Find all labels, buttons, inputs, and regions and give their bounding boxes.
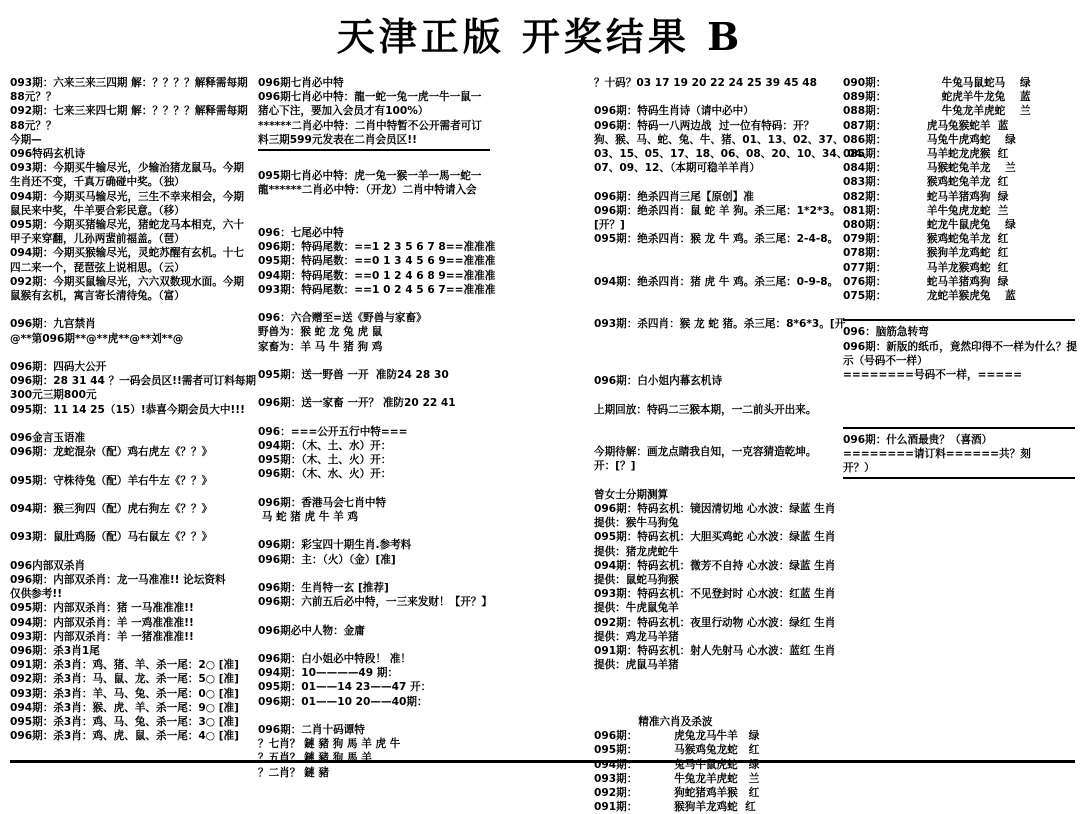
text-line: 096期：特码一八两边战 过一位有特码：开？ xyxy=(594,119,815,132)
text-line: 096期：龙蛇混杂（配）鸡右虎左《？？》 xyxy=(10,446,213,459)
text-line: 092期：特码玄机：夜里行动物 心水波：绿红 生肖 xyxy=(594,616,836,629)
text-line xyxy=(594,360,829,374)
text-line: 094期：特码玄机：微芳不自持 心水波：绿蓝 生肖 xyxy=(594,559,836,572)
text-line: 096期：什么酒最贵？（喜酒） xyxy=(843,433,993,446)
text-line xyxy=(594,417,829,431)
text-line: 提供：鼠蛇马狗猴 xyxy=(594,573,679,586)
text-line xyxy=(594,346,829,360)
text-line: 096期：28 31 44 ？一码会员区!!需者可订料每期 xyxy=(10,375,256,388)
text-line: 096期：香港马会七肖中特 xyxy=(258,496,387,509)
text-line: 094期：杀3肖：猴、虎、羊、杀一尾：9○ [准] xyxy=(10,701,239,714)
text-line: 088期： 牛兔龙羊虎蛇 兰 xyxy=(843,105,1031,118)
text-line: 095期：杀3肖：鸡、马、兔、杀一尾：3○ [准] xyxy=(10,716,239,729)
text-line: 095期：01——14 23——47 开： xyxy=(258,681,432,694)
text-line: 料三期599元发表在二肖会员区!! xyxy=(258,133,417,146)
text-line: 提供：牛虎鼠兔羊 xyxy=(594,602,679,615)
text-line xyxy=(10,346,242,360)
column-2 xyxy=(258,76,496,779)
text-line: ========号码不一样，===== xyxy=(843,369,1022,382)
text-line: 091期：特码玄机：射人先射马 心水波：蓝红 生肖 xyxy=(594,644,836,657)
text-line xyxy=(594,332,829,346)
text-line: ========请订料======共？刻 xyxy=(843,448,1031,461)
text-line: 095期： 马猴鸡兔龙蛇 红 xyxy=(594,744,760,757)
text-line xyxy=(258,609,490,623)
column-1 xyxy=(10,76,256,752)
text-line: 狗、猴、马、蛇、兔、牛、猪、01、13、02、37、 xyxy=(594,133,844,146)
text-line xyxy=(10,488,242,502)
text-line: 079期： 猴鸡蛇兔羊龙 红 xyxy=(843,233,1009,246)
text-line: 096期：送一家畜 一开？ 准防20 22 41 xyxy=(258,397,456,410)
text-line: 今期— xyxy=(10,133,42,146)
text-line xyxy=(594,701,829,715)
text-line: 081期： 羊牛兔虎龙蛇 兰 xyxy=(843,204,1009,217)
text-line: 野兽为：猴 蛇 龙 兔 虎 鼠 xyxy=(258,326,383,339)
text-line: 096期七肖必中特：龍一蛇一兔一虎一牛一鼠一 xyxy=(258,91,482,104)
text-line: 提供：猴牛马狗兔 xyxy=(594,517,679,530)
text-line: 093期：杀四肖：猴 龙 蛇 猪。杀三尾：8*6*3。[开 xyxy=(594,318,846,331)
text-line xyxy=(843,303,1075,317)
column-3 xyxy=(594,76,873,814)
text-line xyxy=(594,388,829,402)
text-line: 鼠猴有玄机，寓言寄长清待兔。（富） xyxy=(10,290,185,303)
text-line: @**第096期**@**虎**@**刘**@ xyxy=(10,332,184,345)
text-line: 提供：虎鼠马羊猪 xyxy=(594,659,679,672)
text-line: 096期：二肖十码谭特 xyxy=(258,723,365,736)
text-line xyxy=(843,382,1075,396)
text-line: 093期：特码玄机：不见登封时 心水波：红蓝 生肖 xyxy=(594,588,836,601)
text-line: 300元三期800元 xyxy=(10,389,97,402)
text-line: 093期：六来三来三四期 解：？？？？解释需每期 xyxy=(10,77,248,89)
text-line: 094期：10————49 期： xyxy=(258,667,399,680)
text-line: 猪心下注，要加入会员才有100%） xyxy=(258,105,429,118)
text-line: 096期：特码玄机：镜因清切地 心水波：绿蓝 生肖 xyxy=(594,502,836,515)
text-line: 093期：内部双杀肖：羊 一猪准准准!! xyxy=(10,630,194,643)
text-line: 鼠民来中奖，牛羊要合彩民意。（移） xyxy=(10,204,185,217)
text-line: 075期： 龙蛇羊猴虎兔 蓝 xyxy=(843,290,1016,303)
text-line: 096期：绝杀四肖：鼠 蛇 羊 狗。杀三尾：1*2*3。 xyxy=(594,204,841,217)
text-line xyxy=(594,687,829,701)
text-line: 生肖还不变，千真万确碰中奖。（独） xyxy=(10,176,185,189)
text-line xyxy=(594,175,829,189)
text-line: 096内部双杀肖 xyxy=(10,559,86,572)
text-line xyxy=(594,672,829,686)
text-line: 096期：四码大公开 xyxy=(10,361,107,374)
text-line: 096期： 虎兔龙马牛羊 绿 xyxy=(594,730,760,743)
text-line xyxy=(594,474,829,488)
text-line xyxy=(258,411,490,425)
text-line: 096期：（木、水、火）开： xyxy=(258,468,392,481)
text-line: 095期：特码尾数：==0 1 3 4 5 6 9==准准准 xyxy=(258,255,496,268)
text-line: 095期：今期买猪输尽光，猪蛇龙马本相克，六十 xyxy=(10,219,244,232)
text-line: 093期：鼠肚鸡肠（配）马右鼠左《？？》 xyxy=(10,531,213,544)
text-line xyxy=(258,212,490,226)
text-line: 曾女士分期测算 xyxy=(594,488,669,501)
text-line: 095期七肖必中特：虎一兔一猴一羊一馬一蛇一 xyxy=(258,170,482,183)
text-line: ？五肖？ 鏈 豬 狗 馬 羊 xyxy=(258,752,372,765)
text-line: 示（号码不一样） xyxy=(843,354,928,367)
text-line: 上期回放：特码二三猴本期，一二前头开出来。 xyxy=(594,403,817,416)
text-line: 四二来一个，琵琶弦上说相思。（云） xyxy=(10,261,185,274)
column-4 xyxy=(843,76,1075,752)
text-line: 甲子来穿翻，儿孙两蜚前福盖。（琶） xyxy=(10,233,185,246)
text-line xyxy=(258,297,490,311)
text-line: 091期：杀3肖：鸡、猪、羊、杀一尾：2○ [准] xyxy=(10,659,239,672)
text-line: 096：七尾必中特 xyxy=(258,226,344,239)
text-line xyxy=(594,246,829,260)
text-line: 仅供参考!! xyxy=(10,588,63,601)
text-line: 095期：（木、土、火）开： xyxy=(258,454,392,467)
text-line: 095期：守株待兔（配）羊右牛左《？？》 xyxy=(10,474,213,487)
text-line: 092期：七来三来四七期 解：？？？？解释需每期 xyxy=(10,105,248,118)
text-line: 094期：今期买猴输尽光，灵蛇苏醒有玄机。十七 xyxy=(10,247,244,260)
text-line: 095期：送一野兽 一开 准防24 28 30 xyxy=(258,368,449,381)
text-line: 096期：生肖特一玄 [推荐] xyxy=(258,581,389,594)
text-line: 龍******二肖必中特：（开龙）二肖中特请入会 xyxy=(258,184,477,197)
text-line: ？二肖？ 鏈 豬 xyxy=(258,766,329,779)
text-line: 096期：白小姐必中特段！ 准！ xyxy=(258,652,411,665)
text-line: 今期待解：画龙点睛我自知，一克容猜造乾坤。 xyxy=(594,446,817,459)
text-line: 093期：今期买牛输尽光，少输治猪龙鼠马。今期 xyxy=(10,162,244,175)
text-line: 096期：内部双杀肖：龙一马准准!! 论坛资料 xyxy=(10,574,226,586)
text-line: 095期：特码玄机：大胆买鸡蛇 心水波：绿蓝 生肖 xyxy=(594,531,836,544)
text-line: 096金言玉语准 xyxy=(10,432,86,445)
text-line xyxy=(258,354,490,368)
text-line: 开：[？] xyxy=(594,460,636,473)
text-line: 07、09、12、（本期可稳羊羊肖） xyxy=(594,162,761,175)
text-line: 077期： 马羊龙猴鸡蛇 红 xyxy=(843,261,1009,274)
text-line: 076期： 蛇马羊猪鸡狗 绿 xyxy=(843,275,1009,288)
text-line xyxy=(10,303,242,317)
text-line xyxy=(258,567,490,581)
text-line xyxy=(594,289,829,303)
text-line: 096期必中人物：金庸 xyxy=(258,624,365,637)
text-line: 093期：特码尾数：==1 0 2 4 5 6 7==准准准 xyxy=(258,283,496,296)
section-divider xyxy=(843,477,1075,479)
text-line: 096期：绝杀四肖三尾【原创】准 xyxy=(594,190,754,203)
text-line: 094期：猴三狗四（配）虎右狗左《？？》 xyxy=(10,503,213,516)
text-line: 094期：今期买马输尽光，三生不幸来相会，今期 xyxy=(10,190,244,203)
text-line: 提供：猪龙虎蛇牛 xyxy=(594,545,679,558)
text-line: 096期七肖必中特 xyxy=(258,77,344,89)
text-line: 093期： 牛兔龙羊虎蛇 兰 xyxy=(594,772,760,785)
text-line xyxy=(258,709,490,723)
text-line xyxy=(594,431,829,445)
text-line: 092期： 狗蛇猪鸡羊猴 红 xyxy=(594,786,760,799)
text-line: 精准六肖及杀波 xyxy=(594,715,713,728)
text-line: 092期：今期买鼠输尽光，六六双数现水面。今期 xyxy=(10,275,244,288)
text-line xyxy=(594,261,829,275)
text-line xyxy=(594,90,829,104)
text-line: 092期：杀3肖：马、鼠、龙、杀一尾：5○ [准] xyxy=(10,673,239,686)
text-line: 096期：特码尾数：==1 2 3 5 6 7 8==准准准 xyxy=(258,241,496,254)
text-line: 096：===公开五行中特=== xyxy=(258,425,408,438)
text-line: 096期：杀3肖：鸡、虎、鼠、杀一尾：4○ [准] xyxy=(10,730,239,743)
text-line: 089期： 蛇虎羊牛龙兔 蓝 xyxy=(843,91,1031,104)
text-line: 096期：六前五后必中特，一三来发财！【开？】 xyxy=(258,596,492,609)
text-line xyxy=(843,483,1075,497)
text-line: 086期： 马兔牛虎鸡蛇 绿 xyxy=(843,133,1016,146)
text-line xyxy=(258,198,490,212)
text-line: 094期：绝杀四肖：猪 虎 牛 鸡。杀三尾：0-9-8。 xyxy=(594,275,839,288)
text-line: ******二肖必中特：二肖中特暂不公开需者可订 xyxy=(258,119,482,132)
section-divider xyxy=(843,427,1075,429)
section-divider xyxy=(843,319,1075,321)
text-line: 03、15、05、17、18、06、08、20、10、34、04、 xyxy=(594,148,873,160)
text-line: 094期： 兔马牛鼠虎蛇 绿 xyxy=(594,758,760,771)
text-line: 095期：11 14 25（15）!恭喜今期会员大中!!! xyxy=(10,403,245,416)
text-line: 家畜为：羊 马 牛 猪 狗 鸡 xyxy=(258,340,383,353)
text-line: 093期：杀3肖：羊、马、兔、杀一尾：0○ [准] xyxy=(10,687,239,700)
text-line: 084期： 马猴蛇兔羊龙 兰 xyxy=(843,162,1016,175)
bottom-divider xyxy=(10,760,1075,763)
text-line xyxy=(594,303,829,317)
text-line xyxy=(10,545,242,559)
text-line: 096期：九宫禁肖 xyxy=(10,318,96,331)
text-line xyxy=(258,482,490,496)
text-line: 开？） xyxy=(843,462,875,475)
text-line: 096期：特码生肖诗（请中必中） xyxy=(594,105,754,118)
text-line xyxy=(10,417,242,431)
page-title: 天津正版 开奖结果 B xyxy=(336,14,744,59)
text-line: 087期： 虎马兔猴蛇羊 蓝 xyxy=(843,119,1009,132)
text-line: 096期：彩宝四十期生肖.参考料 xyxy=(258,539,412,552)
text-line xyxy=(258,638,490,652)
text-line xyxy=(258,155,490,169)
text-line: 085期： 马羊蛇龙虎猴 红 xyxy=(843,148,1009,161)
text-line: ？十码？03 17 19 20 22 24 25 39 45 48 xyxy=(594,77,817,89)
text-line: 094期：（木、土、水）开： xyxy=(258,439,392,452)
text-line: 096特码玄机诗 xyxy=(10,148,86,161)
text-line: 提供：鸡龙马羊猪 xyxy=(594,630,679,643)
text-line xyxy=(843,411,1075,425)
text-line: 096期：白小姐内幕玄机诗 xyxy=(594,375,723,388)
text-line: 88元？？ xyxy=(10,119,57,132)
text-line: [开？] xyxy=(594,219,625,231)
text-line xyxy=(10,516,242,530)
section-divider xyxy=(258,149,490,151)
text-line: 080期： 蛇龙牛鼠虎兔 绿 xyxy=(843,219,1016,232)
text-line xyxy=(258,382,490,396)
text-line: 095期：绝杀四肖：猴 龙 牛 鸡。杀三尾：2-4-8。 xyxy=(594,233,839,246)
text-line: ？七肖？ 鏈 豬 狗 馬 羊 虎 牛 xyxy=(258,738,401,751)
text-line: 096：六合赠至=送《野兽与家畜》 xyxy=(258,312,427,325)
text-line: 090期： 牛兔马鼠蛇马 绿 xyxy=(843,77,1031,89)
text-line: 096：脑筋急转弯 xyxy=(843,326,929,339)
text-line: 078期： 猴狗羊龙鸡蛇 红 xyxy=(843,247,1009,260)
text-line: 094期：特码尾数：==0 1 2 4 6 8 9==准准准 xyxy=(258,269,496,282)
text-line: 083期： 猴鸡蛇兔羊龙 红 xyxy=(843,176,1009,189)
text-line: 094期：内部双杀肖：羊 一鸡准准准!! xyxy=(10,616,194,629)
text-line xyxy=(10,459,242,473)
text-line: 096期：01——10 20——40期： xyxy=(258,695,428,708)
text-line: 091期： 猴狗羊龙鸡蛇 红 xyxy=(594,801,756,814)
text-line: 096期：新版的纸币，竟然印得不一样为什么？提 xyxy=(843,340,1077,353)
text-line xyxy=(843,396,1075,410)
text-line: 096期：主：（火）（金）[准] xyxy=(258,553,396,566)
text-line: 096期：杀3肖1尾 xyxy=(10,645,100,658)
text-line: 082期： 蛇马羊猪鸡狗 绿 xyxy=(843,190,1009,203)
text-line: 88元？？ xyxy=(10,91,57,104)
text-line xyxy=(258,524,490,538)
text-line: 马 蛇 猪 虎 牛 羊 鸡 xyxy=(258,510,358,523)
text-line: 095期：内部双杀肖：猪 一马准准准!! xyxy=(10,602,194,615)
